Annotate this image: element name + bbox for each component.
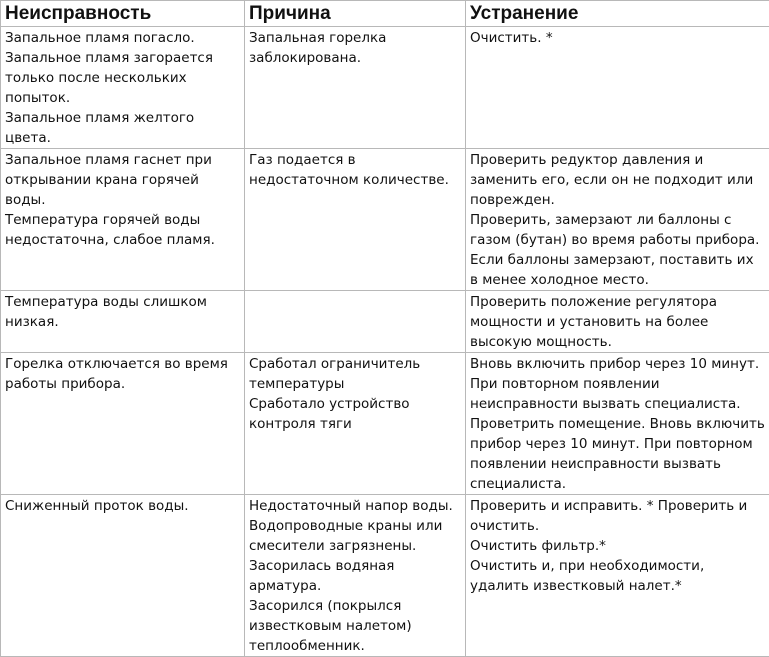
table-row	[1, 291, 769, 353]
remedy-cell	[466, 353, 769, 495]
remedy-text: Проверить, замерзают ли баллоны с газом (бутан) во время работы прибора. Если баллоны замерзают, поставить их в менее холодное место.	[470, 210, 765, 290]
fault-cell	[1, 291, 245, 353]
fault-text: Температура воды слишком низкая.	[5, 292, 240, 332]
fault-text: Горелка отключается во время работы прибора.	[5, 354, 240, 394]
fault-cell	[1, 495, 245, 657]
remedy-cell	[466, 27, 769, 149]
cause-text: Сработал ограничитель температуры	[249, 354, 461, 394]
fault-text: Запальное пламя погасло.	[5, 28, 240, 48]
header-row	[1, 1, 769, 27]
remedy-text: Очистить фильтр.*	[470, 536, 765, 556]
cause-cell	[245, 353, 466, 495]
remedy-cell	[466, 291, 769, 353]
table-row	[1, 495, 769, 657]
cause-text: Газ подается в недостаточном количестве.	[249, 150, 461, 190]
remedy-cell	[466, 149, 769, 291]
cause-text: Засорился (покрылся известковым налетом) теплообменник.	[249, 596, 461, 656]
fault-text: Запальное пламя гаснет при открывании крана горячей воды.	[5, 150, 240, 210]
fault-text: Запальное пламя желтого цвета.	[5, 108, 240, 148]
remedy-text: Вновь включить прибор через 10 минут. При повторном появлении неисправности вызвать специалиста.	[470, 354, 765, 414]
remedy-text: Очистить и, при необходимости, удалить известковый налет.*	[470, 556, 765, 596]
table-row	[1, 27, 769, 149]
header-cause: Причина	[245, 1, 466, 27]
cause-text: Водопроводные краны или смесители загрязнены.	[249, 516, 461, 556]
fault-text: Температура горячей воды недостаточна, слабое пламя.	[5, 210, 240, 250]
header-fault: Неисправность	[1, 1, 245, 27]
cause-text: Запальная горелка заблокирована.	[249, 28, 461, 68]
remedy-text: Очистить. *	[470, 28, 765, 48]
cause-text: Недостаточный напор воды.	[249, 496, 461, 516]
header-remedy: Устранение	[466, 1, 769, 27]
fault-cell	[1, 353, 245, 495]
fault-text: Сниженный проток воды.	[5, 496, 240, 516]
fault-text: Запальное пламя загорается только после нескольких попыток.	[5, 48, 240, 108]
cause-cell	[245, 27, 466, 149]
remedy-text: Проверить и исправить. * Проверить и очистить.	[470, 496, 765, 536]
cause-cell	[245, 495, 466, 657]
table-row	[1, 353, 769, 495]
fault-cell	[1, 27, 245, 149]
cause-text: Сработало устройство контроля тяги	[249, 394, 461, 434]
remedy-cell	[466, 495, 769, 657]
remedy-text: Проверить положение регулятора мощности и установить на более высокую мощность.	[470, 292, 765, 352]
remedy-text: Проветрить помещение. Вновь включить прибор через 10 минут. При повторном появлении неисправности вызвать специалиста.	[470, 414, 765, 494]
remedy-text: Проверить редуктор давления и заменить его, если он не подходит или поврежден.	[470, 150, 765, 210]
table-row	[1, 149, 769, 291]
cause-cell	[245, 149, 466, 291]
cause-cell	[245, 291, 466, 353]
fault-cell	[1, 149, 245, 291]
cause-text: Засорилась водяная арматура.	[249, 556, 461, 596]
